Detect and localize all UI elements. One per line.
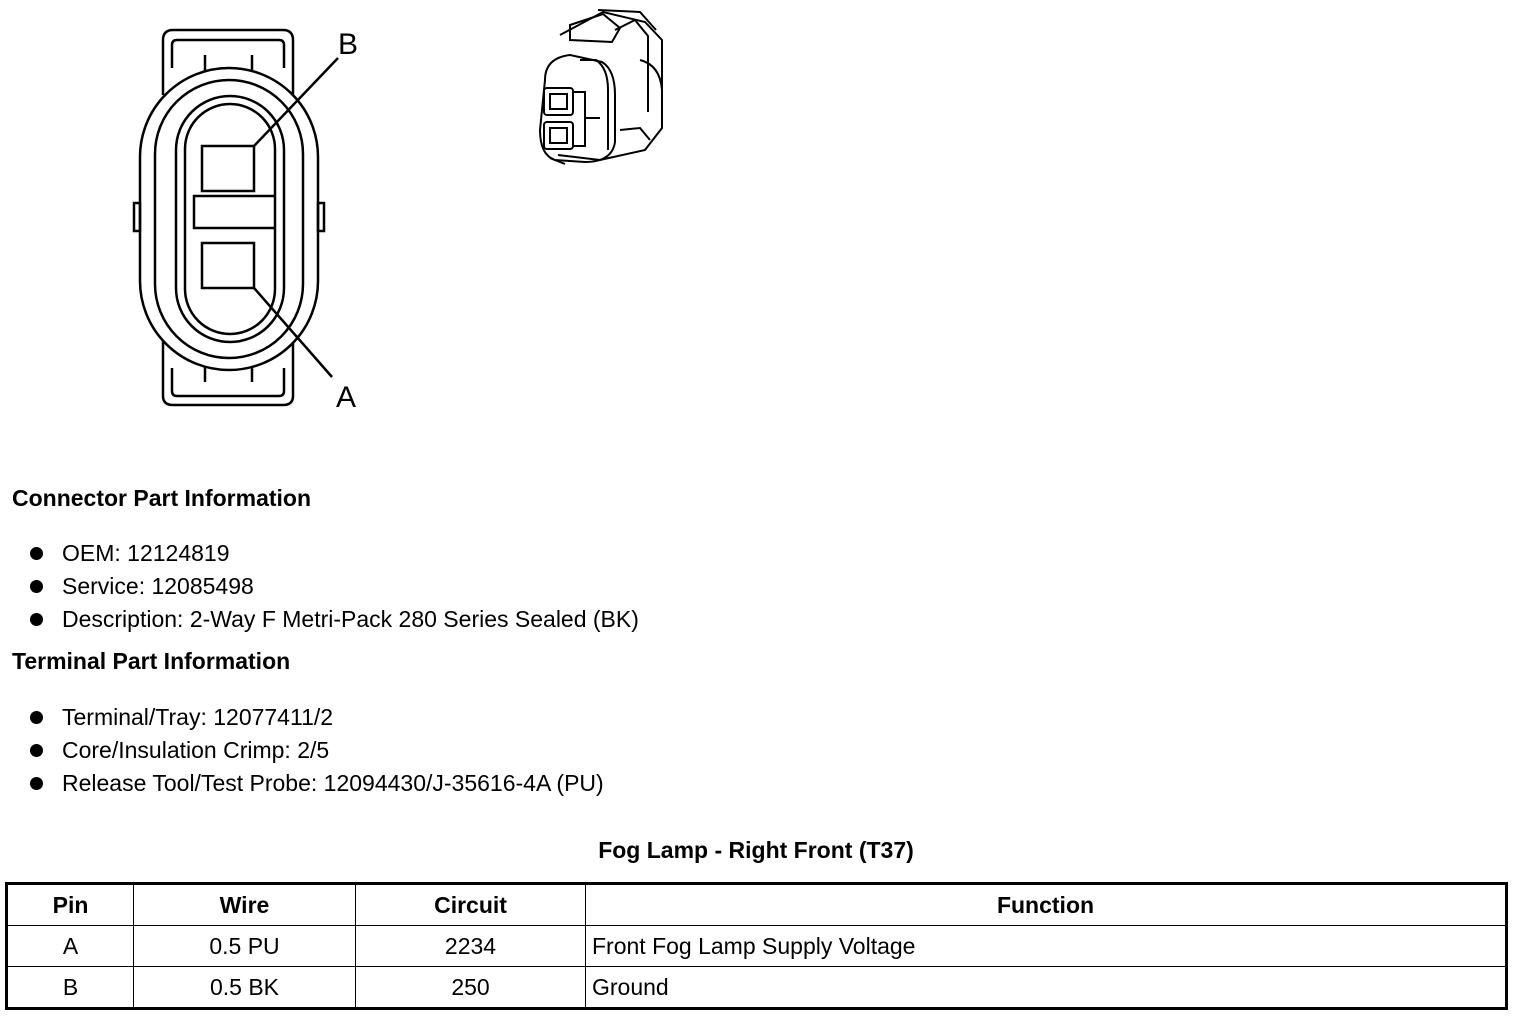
connector-diagram [0, 0, 760, 430]
connector-info-heading: Connector Part Information [12, 485, 312, 511]
list-item: Terminal/Tray: 12077411/2 [28, 701, 604, 734]
cell-circuit: 250 [356, 967, 586, 1009]
connector-isometric-drawing [540, 10, 662, 164]
connector-info-list [28, 537, 639, 636]
table-row [7, 967, 1507, 1009]
header-circuit: Circuit [356, 884, 586, 926]
header-wire: Wire [134, 884, 356, 926]
terminal-info-heading: Terminal Part Information [12, 648, 291, 674]
cell-function: Front Fog Lamp Supply Voltage [586, 926, 1507, 967]
pin-a-label: A [336, 381, 357, 414]
table-title: Fog Lamp - Right Front (T37) [598, 837, 914, 863]
cell-function: Ground [586, 967, 1507, 1009]
list-item: Service: 12085498 [28, 570, 639, 603]
cell-wire: 0.5 BK [134, 967, 356, 1009]
cell-pin: A [7, 926, 134, 967]
list-item: OEM: 12124819 [28, 537, 639, 570]
terminal-info-list [28, 701, 604, 800]
cell-circuit: 2234 [356, 926, 586, 967]
table-header-row [7, 884, 1507, 926]
list-item: Release Tool/Test Probe: 12094430/J-35616-4A (PU) [28, 767, 604, 800]
cell-pin: B [7, 967, 134, 1009]
list-item: Core/Insulation Crimp: 2/5 [28, 734, 604, 767]
table-row [7, 926, 1507, 967]
pin-table [5, 882, 1508, 1010]
header-pin: Pin [7, 884, 134, 926]
header-function: Function [586, 884, 1507, 926]
pin-b-label: B [338, 28, 359, 61]
list-item: Description: 2-Way F Metri-Pack 280 Series Sealed (BK) [28, 603, 639, 636]
cell-wire: 0.5 PU [134, 926, 356, 967]
connector-face-drawing [134, 30, 338, 405]
